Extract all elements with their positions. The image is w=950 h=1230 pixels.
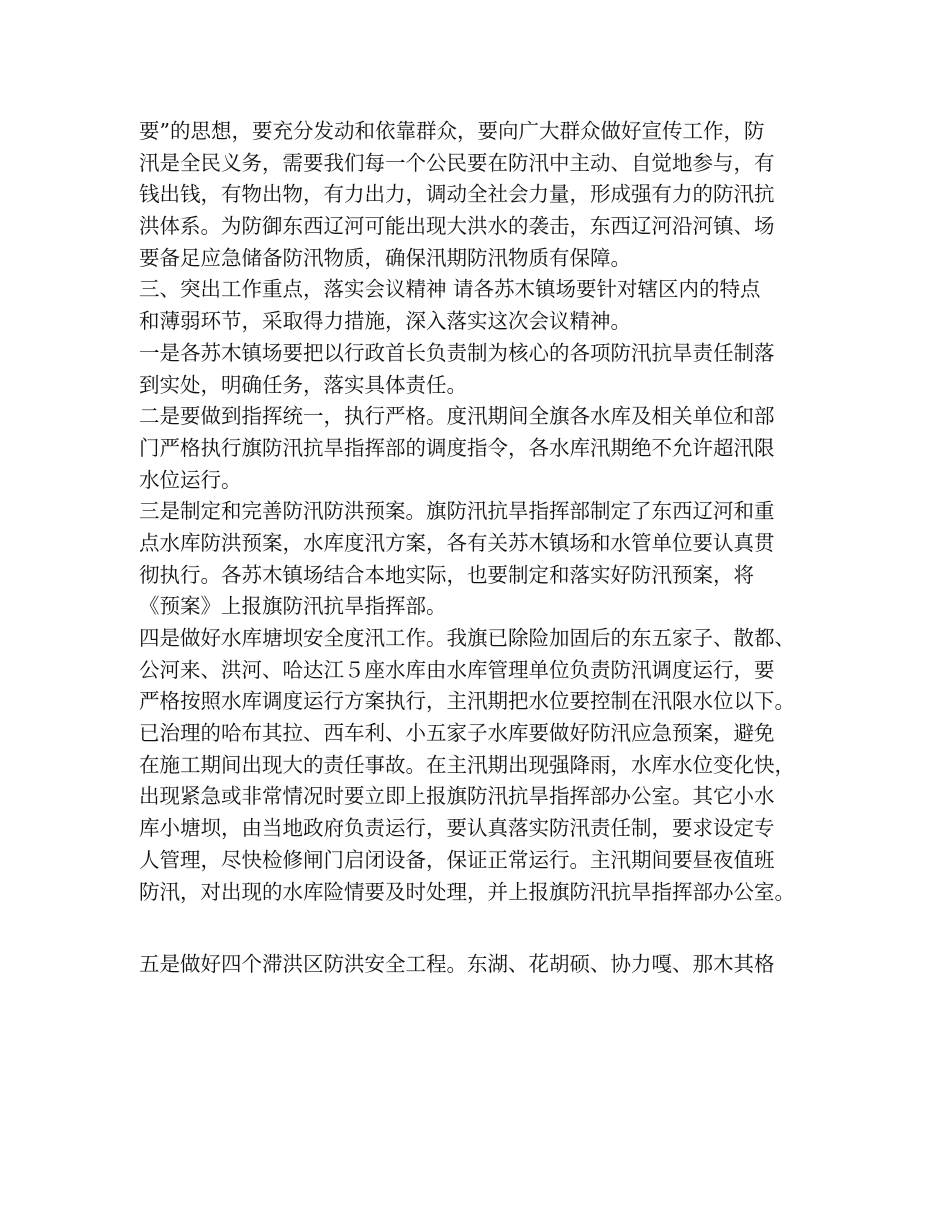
text-line: 库小塘坝，由当地政府负责运行，要认真落实防汛责任制，要求设定专 (139, 816, 775, 841)
text-line: 要”的思想，要充分发动和依靠群众，要向广大群众做好宣传工作，防 (139, 119, 765, 143)
text-line: 水位运行。 (139, 467, 242, 492)
text-line: 《预案》上报旗防汛抗旱指挥部。 (139, 594, 447, 619)
text-line: 钱出钱，有物出物，有力出力，调动全社会力量，形成强有力的防汛抗 (139, 182, 775, 207)
text-line: 公河来、洪河、哈达江５座水库由水库管理单位负责防汛调度运行，要 (139, 657, 775, 682)
text-line: 人管理，尽快检修闸门启闭设备，保证正常运行。主汛期间要昼夜值班 (139, 847, 775, 872)
paragraph-5 (139, 496, 829, 623)
paragraph-6 (139, 623, 829, 908)
text-line: 三是制定和完善防汛防洪预案。旗防汛抗旱指挥部制定了东西辽河和重 (139, 499, 775, 524)
text-line: 五是做好四个滞洪区防洪安全工程。东湖、花胡硕、协力嘎、那木其格 (139, 952, 775, 977)
text-line: 彻执行。各苏木镇场结合本地实际，也要制定和落实好防汛预案，将 (139, 562, 754, 587)
text-line: 严格按照水库调度运行方案执行，主汛期把水位要控制在汛限水位以下。 (139, 689, 795, 714)
text-line: 汛是全民义务，需要我们每一个公民要在防汛中主动、自觉地参与，有 (139, 150, 775, 175)
paragraph-4 (139, 401, 829, 496)
paragraph-1 (139, 116, 829, 274)
text-line: 三、突出工作重点，落实会议精神 请各苏木镇场要针对辖区内的特点 (139, 277, 761, 302)
text-line: 四是做好水库塘坝安全度汛工作。我旗已除险加固后的东五家子、散都、 (139, 626, 795, 650)
text-line: 二是要做到指挥统一，执行严格。度汛期间全旗各水库及相关单位和部 (139, 404, 775, 429)
text-line: 出现紧急或非常情况时要立即上报旗防汛抗旱指挥部办公室。其它小水 (139, 784, 775, 809)
text-line: 在施工期间出现大的责任事故。在主汛期出现强降雨，水库水位变化快， (139, 752, 795, 777)
text-line: 洪体系。为防御东西辽河可能出现大洪水的袭击，东西辽河沿河镇、场 (139, 214, 775, 239)
paragraph-7 (139, 949, 829, 981)
paragraph-2 (139, 274, 829, 337)
paragraph-3 (139, 338, 829, 401)
text-line: 要备足应急储备防汛物质，确保汛期防汛物质有保障。 (139, 245, 631, 270)
text-line: 已治理的哈布其拉、西车利、小五家子水库要做好防汛应急预案，避免 (139, 721, 775, 746)
text-line: 一是各苏木镇场要把以行政首长负责制为核心的各项防汛抗旱责任制落 (139, 340, 775, 365)
text-line: 防汛，对出现的水库险情要及时处理，并上报旗防汛抗旱指挥部办公室。 (139, 879, 795, 904)
paragraph-spacer (139, 908, 829, 949)
text-line: 门严格执行旗防汛抗旱指挥部的调度指令，各水库汛期绝不允许超汛限 (139, 435, 775, 460)
document-body (139, 116, 829, 981)
text-line: 到实处，明确任务，落实具体责任。 (139, 372, 467, 397)
text-line: 和薄弱环节，采取得力措施，深入落实这次会议精神。 (139, 309, 631, 334)
text-line: 点水库防洪预案，水库度汛方案，各有关苏木镇场和水管单位要认真贯 (139, 530, 775, 555)
